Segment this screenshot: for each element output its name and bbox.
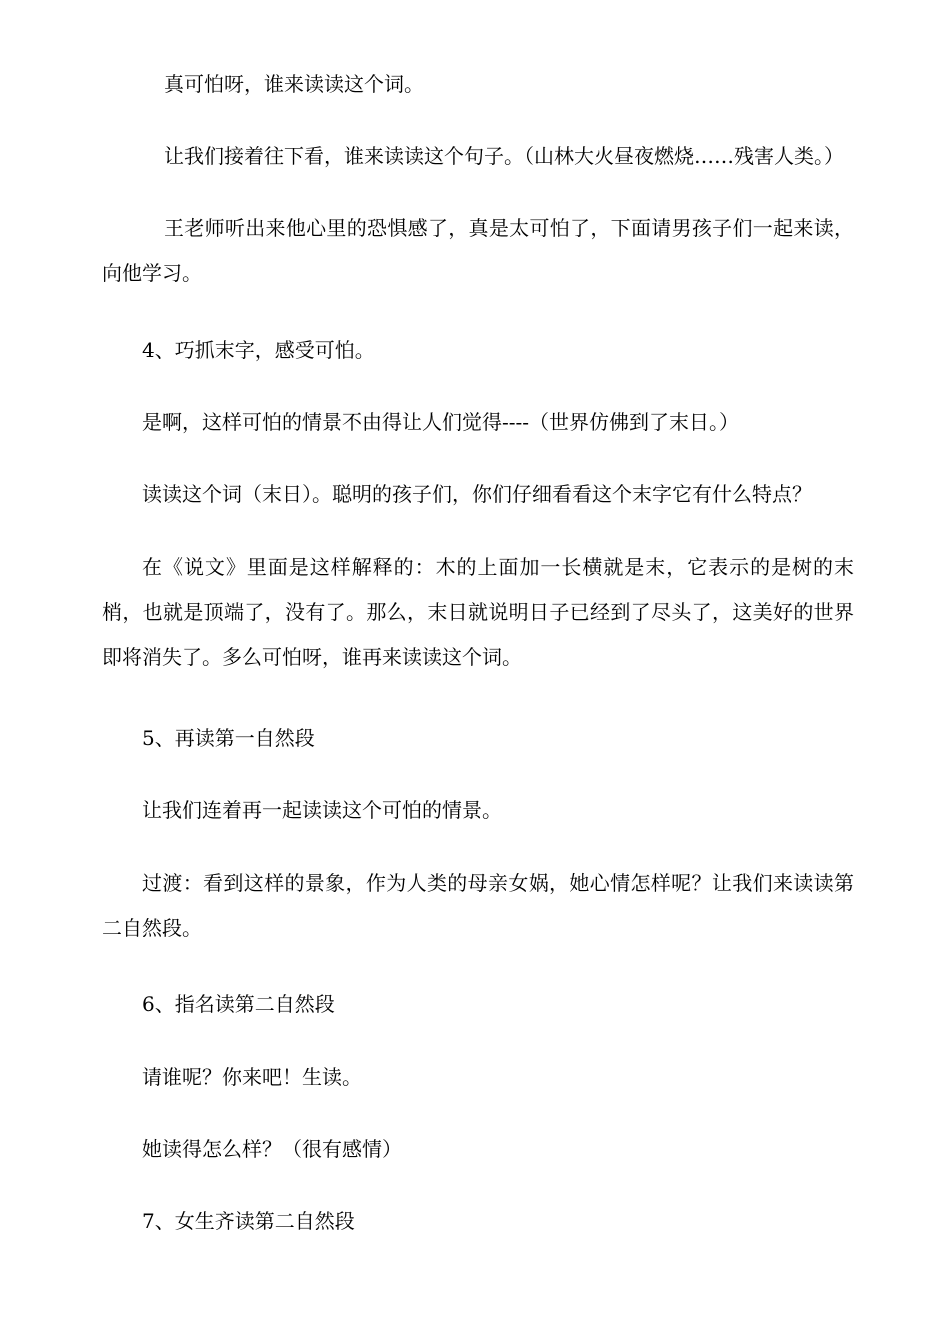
paragraph-3: 王老师听出来他心里的恐惧感了，真是太可怕了，下面请男孩子们一起来读，向他学习。	[102, 216, 854, 285]
paragraph-4-heading: 4、巧抓末字，感受可怕。	[142, 338, 375, 362]
paragraph-9: 让我们连着再一起读读这个可怕的情景。	[142, 798, 502, 822]
paragraph-12: 请谁呢？你来吧！生读。	[142, 1065, 362, 1089]
paragraph-11-heading: 6、指名读第二自然段	[142, 992, 335, 1016]
paragraph-1: 真可怕呀，谁来读读这个词。	[164, 72, 424, 96]
paragraph-14-heading: 7、女生齐读第二自然段	[142, 1209, 355, 1233]
paragraph-7: 在《说文》里面是这样解释的：木的上面加一长横就是末，它表示的是树的末梢，也就是顶端了，没有了。那么，末日就说明日子已经到了尽头了，这美好的世界即将消失了。多么可怕呀，谁再来读读这个词。	[102, 555, 854, 669]
paragraph-5: 是啊，这样可怕的情景不由得让人们觉得----（世界仿佛到了末日。）	[142, 410, 740, 434]
paragraph-8-heading: 5、再读第一自然段	[142, 726, 315, 750]
paragraph-2: 让我们接着往下看，谁来读读这个句子。（山林大火昼夜燃烧……残害人类。）	[164, 144, 844, 168]
paragraph-10: 过渡：看到这样的景象，作为人类的母亲女娲，她心情怎样呢？让我们来读读第二自然段。	[102, 871, 854, 940]
paragraph-6: 读读这个词（末日）。聪明的孩子们，你们仔细看看这个末字它有什么特点？	[142, 482, 812, 506]
paragraph-13: 她读得怎么样？（很有感情）	[142, 1137, 402, 1161]
